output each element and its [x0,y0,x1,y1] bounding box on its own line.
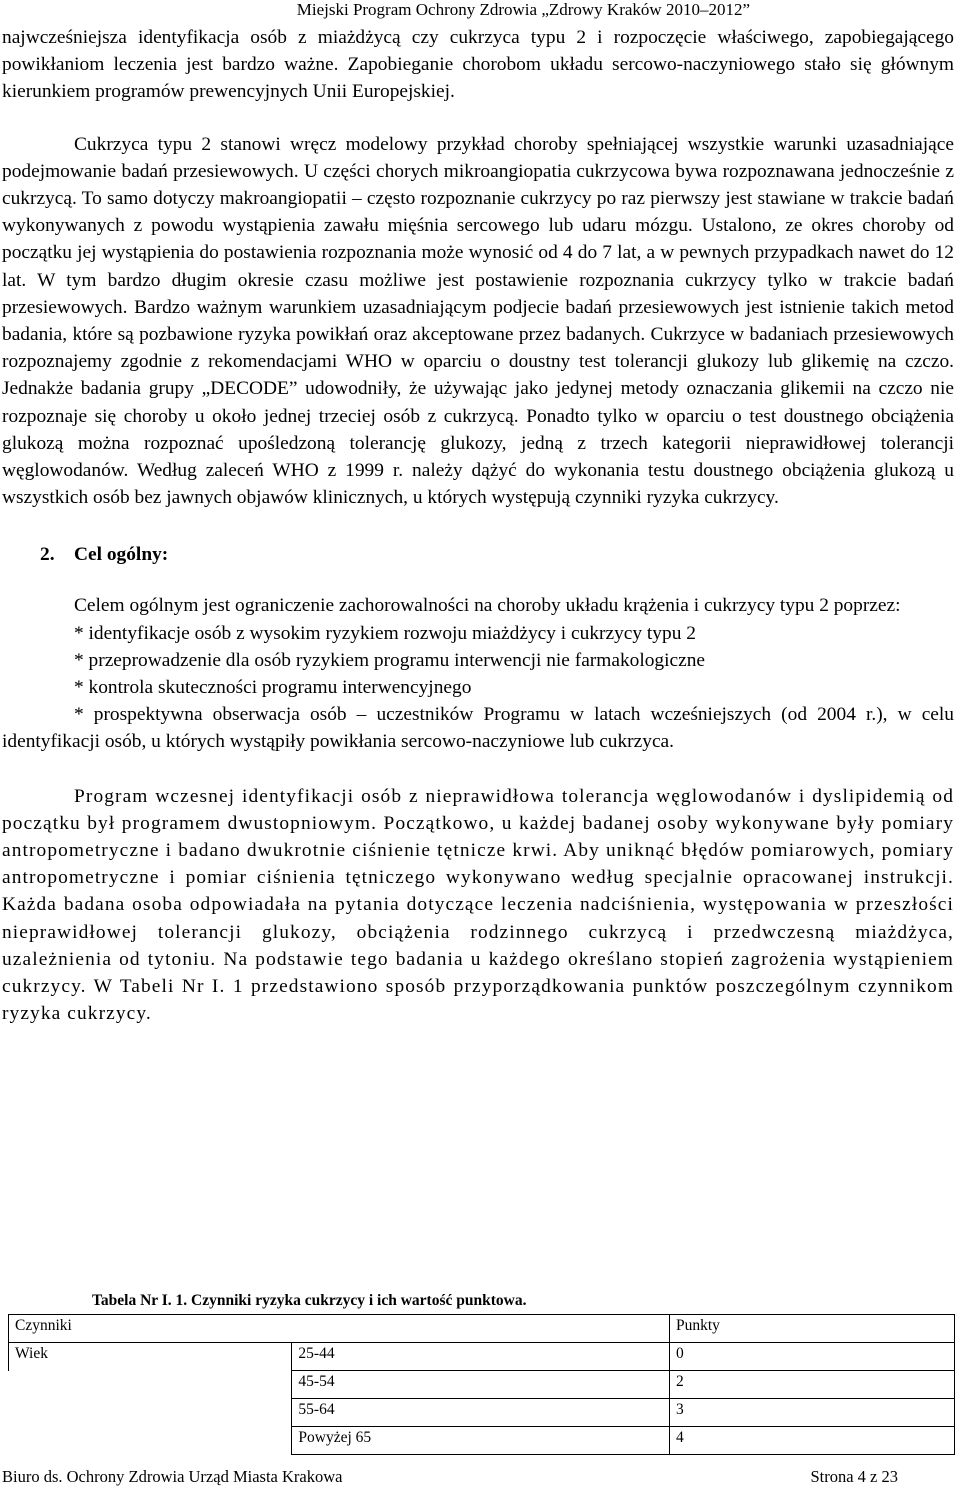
table-row [9,1343,955,1371]
paragraph-goal: Celem ogólnym jest ograniczenie zachorowalności na choroby układu krążenia i cukrzycy typu 2 poprzez: [74,595,901,617]
table-row [9,1399,955,1427]
footer-page-number: Strona 4 z 23 [810,1467,898,1486]
risk-factors-table [8,1314,955,1455]
paragraph-program: Program wczesnej identyfikacji osób z nieprawidłowa tolerancja węglowodanów i dyslipidemią od początku był programem dwustopniowym. Początkowo, u każdej badanej osoby wykonywane były pomiary antropometryczne i badano dwukrotnie ciśnienie tętnicze krwi. Aby uniknąć błędów pomiarowych, pomiary antropometryczne i pomiar ciśnienia tętniczego wykonywano według specjalnie opracowanej instrukcji. Każda badana osoba odpowiadała na pytania dotyczące leczenia nadciśnienia, występowania w przeszłości nieprawidłowej tolerancji glukozy, obciążenia rodzinnego cukrzycą i przedwczesną miażdżyca, uzależnienia od tytoniu. Na podstawie tego badania u każdego określano stopień zagrożenia wystąpieniem cukrzycy. W Tabeli Nr I. 1 przedstawiono sposób przyporządkowania punktów poszczególnym czynnikom ryzyka cukrzycy. [2,785,954,1025]
points-cell: 2 [670,1371,955,1399]
bullet-item: * prospektywna obserwacja osób – uczestników Programu w latach wcześniejszych (od 2004 r.), w celu identyfikacji osób, u których wystąpiły powikłania sercowo-naczyniowe lub cukrzyca. [2,704,954,753]
header-cell-points: Punkty [670,1315,955,1343]
range-cell: 25-44 [292,1343,670,1371]
header-title: Miejski Program Ochrony Zdrowia „Zdrowy Kraków 2010–2012” [296,0,750,19]
section-number: 2. [40,544,55,566]
bullet-item: * identyfikacje osób z wysokim ryzykiem rozwoju miażdżycy i cukrzycy typu 2 [74,622,696,644]
range-cell: 45-54 [292,1371,670,1399]
points-cell: 3 [670,1399,955,1427]
table-row [9,1427,955,1455]
paragraph-intro: najwcześniejsza identyfikacja osób z miażdżycą czy cukrzyca typu 2 i rozpoczęcie właściwego, zapobiegającego powikłaniom leczenia jest bardzo ważne. Zapobieganie chorobom układu sercowo-naczyniowego stało się głównym kierunkiem programów prewencyjnych Unii Europejskiej. [2,27,954,103]
page-header [0,0,960,22]
range-cell: 55-64 [292,1399,670,1427]
points-cell: 4 [670,1427,955,1455]
section-title: Cel ogólny: [74,544,169,566]
table-caption: Tabela Nr I. 1. Czynniki ryzyka cukrzycy i ich wartość punktowa. [92,1292,527,1309]
range-cell: Powyżej 65 [292,1427,670,1455]
points-cell: 0 [670,1343,955,1371]
bullet-item: * przeprowadzenie dla osób ryzykiem programu interwencji nie farmakologiczne [74,649,706,671]
table-row [9,1371,955,1399]
footer-office: Biuro ds. Ochrony Zdrowia Urząd Miasta Krakowa [2,1467,343,1486]
header-cell-factor: Czynniki [9,1315,670,1343]
bullet-item: * kontrola skuteczności programu interwencyjnego [74,677,472,699]
table-header-row [9,1315,955,1343]
factor-cell: Wiek [9,1343,292,1371]
section-heading [2,541,954,568]
page-body [2,24,954,1028]
paragraph-diabetes: Cukrzyca typu 2 stanowi wręcz modelowy przykład choroby spełniającej wszystkie warunki uzasadniające podejmowanie badań przesiewowych. U części chorych mikroangiopatia cukrzycowa bywa rozpoznawana jednocześnie z cukrzycą. To samo dotyczy makroangiopatii – często rozpoznanie cukrzycy po raz pierwszy jest stawiane w trakcie badań wykonywanych z powodu wystąpienia zawału mięśnia sercowego lub udaru mózgu. Ustalono, ze okres choroby od początku jej wystąpienia do postawienia rozpoznania może wynosić od 4 do 7 lat, a w pewnych przypadkach nawet do 12 lat. W tym bardzo długim okresie czasu możliwe jest postawienie rozpoznania cukrzycy tylko w trakcie badań przesiewowych. Bardzo ważnym warunkiem uzasadniającym podjecie badań przesiewowych jest istnienie takich metod badania, które są pozbawione ryzyka powikłań oraz akceptowane przez badanych. Cukrzyce w badaniach przesiewowych rozpoznajemy zgodnie z rekomendacjami WHO w oparciu o doustny test tolerancji glukozy lub glikemię na czczo. Jednakże badania grupy „DECODE” udowodniły, że używając jako jedynej metody oznaczania glikemii na czczo nie rozpoznaje się choroby u około jednej trzeciej osób z cukrzycą. Ponadto tylko w oparciu o test doustnego obciążenia glukozą można rozpoznać upośledzoną tolerancję glukozy, jedną z trzech kategorii nieprawidłowej tolerancji węglowodanów. Według zaleceń WHO z 1999 r. należy dążyć do wykonania testu doustnego obciążenia glukozą u wszystkich osób bez jawnych objawów klinicznych, u których występują czynniki ryzyka cukrzycy. [2,133,954,509]
